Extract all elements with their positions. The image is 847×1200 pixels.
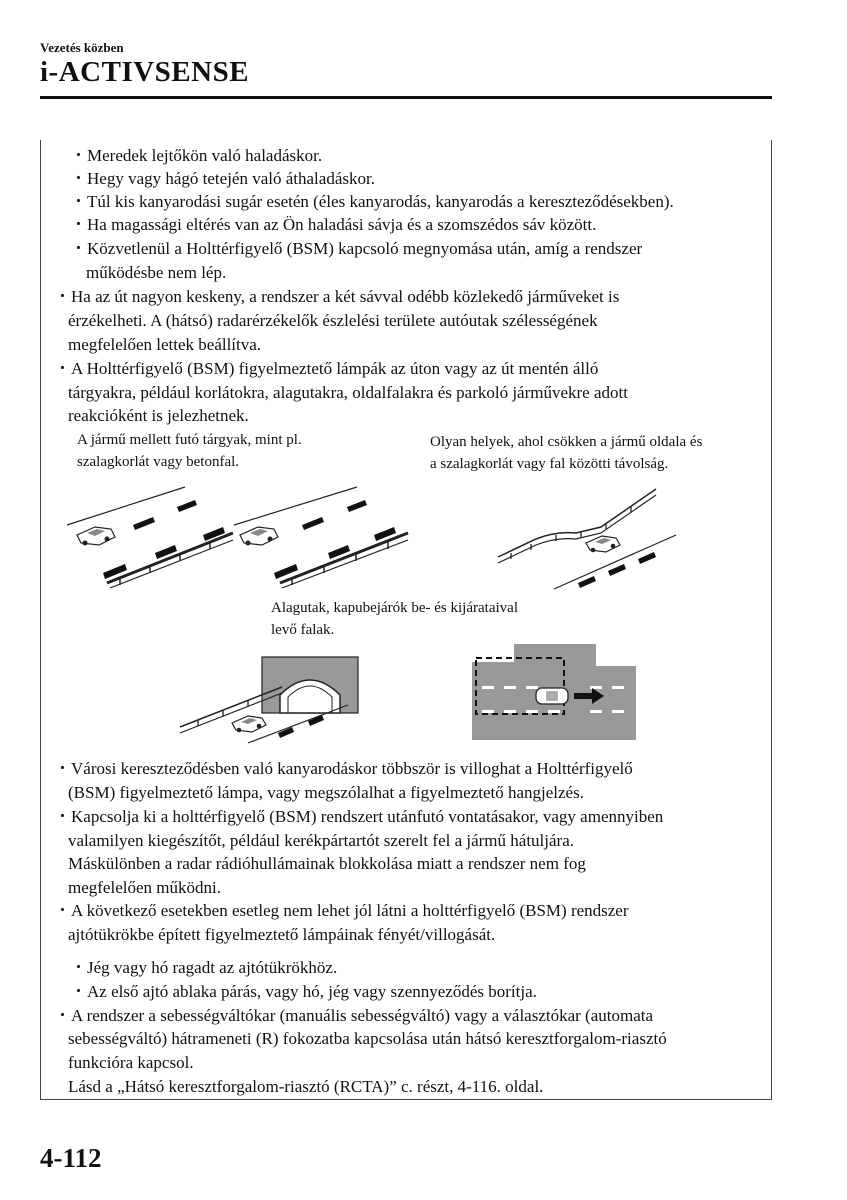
caption-tunnels: Alagutak, kapubejárók be- és kijárataival [271, 600, 518, 616]
sub-bullet-after-switch-cont: működésbe nem lép. [86, 263, 227, 282]
bullet-narrow-road-cont2: megfelelően lettek beállítva. [68, 335, 262, 354]
car-icon [586, 536, 620, 552]
sub-bullet-window-fog: ・Az első ajtó ablaka párás, vagy hó, jég vagy szennyeződés borítja. [70, 982, 537, 1001]
caption-side-objects-cont: szalagkorlát vagy betonfal. [77, 454, 240, 470]
illustration-intersection-topdown [470, 644, 640, 742]
illustration-tunnel [178, 655, 363, 745]
sub-bullet-small-turn-radius: ・Túl kis kanyarodási sugár esetén (éles kanyarodás, kanyarodás a kereszteződésekben). [70, 192, 674, 211]
bullet-mirror-visibility-cont: ajtótükrökbe épített figyelmeztető lámpáinak fényét/villogását. [68, 925, 496, 944]
bullet-roadside-objects-cont1: tárgyakra, például korlátokra, alagutakra, oldalfalakra és parkoló járművekre adott [68, 383, 628, 402]
illustration-curving-barrier [496, 487, 681, 592]
bullet-reverse-gear-cont1: sebességváltó) hátrameneti (R) fokozatba kapcsolása után hátsó keresztforgalom-riasztó [68, 1029, 667, 1048]
title-rule [40, 96, 772, 99]
bullet-reverse-gear-cont2: funkcióra kapcsol. [68, 1053, 194, 1072]
caption-tunnels-cont: levő falak. [271, 622, 335, 638]
illustration-road-barrier-2 [232, 485, 412, 590]
sub-bullet-ice-snow: ・Jég vagy hó ragadt az ajtótükrökhöz. [70, 958, 338, 977]
caption-narrow-places-cont: a szalagkorlát vagy fal közötti távolság. [430, 456, 669, 472]
page-title: i-ACTIVSENSE [40, 56, 250, 88]
bullet-city-intersection: ・Városi kereszteződésben való kanyarodáskor többször is villoghat a Holttérfigyelő [54, 759, 633, 778]
bullet-trailer-cont3: megfelelően működni. [68, 878, 221, 897]
bullet-trailer-cont2: Máskülönben a radar rádióhullámainak blokkolása miatt a rendszer nem fog [68, 854, 586, 873]
car-icon [536, 688, 568, 704]
bullet-reverse-gear: ・A rendszer a sebességváltókar (manuális sebességváltó) vagy a választókar (automata [54, 1006, 654, 1025]
car-icon [240, 527, 278, 546]
illustration-road-barrier-1 [65, 485, 235, 590]
section-label: Vezetés közben [40, 40, 124, 55]
bullet-narrow-road-cont1: érzékelheti. A (hátsó) radarérzékelők észlelési területe autóutak szélességének [68, 311, 598, 330]
sub-bullet-height-difference: ・Ha magassági eltérés van az Ön haladási sávja és a szomszédos sáv között. [70, 215, 597, 234]
bullet-narrow-road: ・Ha az út nagyon keskeny, a rendszer a két sávval odébb közlekedő járműveket is [54, 287, 620, 306]
caption-narrow-places: Olyan helyek, ahol csökken a jármű oldala és [430, 434, 703, 450]
car-icon [77, 527, 115, 546]
caption-side-objects: A jármű mellett futó tárgyak, mint pl. [77, 432, 302, 448]
sub-bullet-after-switch: ・Közvetlenül a Holttérfigyelő (BSM) kapcsoló megnyomása után, amíg a rendszer [70, 239, 643, 258]
bullet-roadside-objects: ・A Holttérfigyelő (BSM) figyelmeztető lámpák az úton vagy az út mentén álló [54, 359, 599, 378]
bullet-mirror-visibility: ・A következő esetekben esetleg nem lehet jól látni a holttérfigyelő (BSM) rendszer [54, 901, 629, 920]
bullet-city-intersection-cont: (BSM) figyelmeztető lámpa, vagy megszólalhat a figyelmeztető hangjelzés. [68, 783, 584, 802]
car-icon [232, 716, 266, 732]
sub-bullet-steep-slope: ・Meredek lejtőkön való haladáskor. [70, 146, 323, 165]
bullet-trailer: ・Kapcsolja ki a holttérfigyelő (BSM) rendszert utánfutó vontatásakor, vagy amennyiben [54, 807, 664, 826]
bullet-trailer-cont1: valamilyen kiegészítőt, például kerékpártartót szerelt fel a jármű hátuljára. [68, 831, 574, 850]
reference-rcta: Lásd a „Hátsó keresztforgalom-riasztó (RCTA)” c. részt, 4-116. oldal. [68, 1077, 544, 1096]
page-number: 4-112 [40, 1143, 102, 1173]
bullet-roadside-objects-cont2: reakcióként is jelezhetnek. [68, 406, 249, 425]
sub-bullet-hill-top: ・Hegy vagy hágó tetején való áthaladáskor. [70, 169, 375, 188]
